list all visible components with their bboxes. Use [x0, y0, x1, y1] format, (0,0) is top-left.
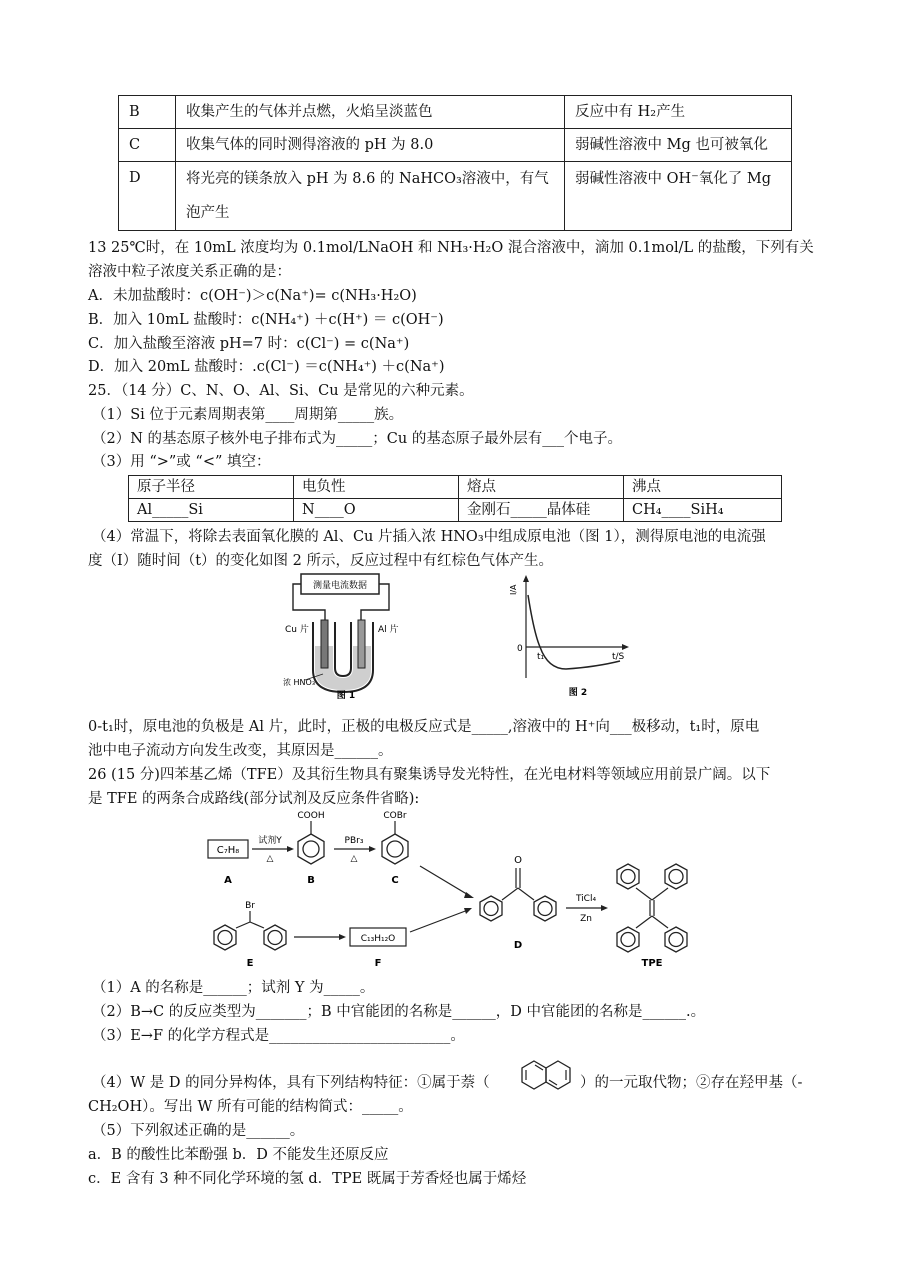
synthesis-scheme — [198, 808, 718, 968]
q26-options-cd: c．E 含有 3 种不同化学环境的氢 d．TPE 既属于芳香烃也属于烯烃 — [88, 1171, 527, 1187]
figure-2-curve — [508, 573, 638, 700]
table-row — [119, 96, 792, 129]
q26-options-ab: a．B 的酸性比苯酚强 b．D 不能发生还原反应 — [88, 1147, 389, 1163]
naphthalene-structure — [514, 1052, 578, 1098]
q26-stem: 是 TFE 的两条合成路线(部分试剂及反应条件省略): — [88, 791, 420, 807]
header-cell: 原子半径 — [129, 476, 294, 499]
benzene-ring — [534, 896, 556, 921]
table-cell: N____O — [294, 499, 459, 522]
figure-2-caption: 图 2 — [568, 688, 588, 698]
table-row — [119, 129, 792, 162]
compound-d-label: D — [513, 940, 523, 951]
cu-electrode — [321, 620, 328, 668]
row-label: C — [119, 129, 176, 162]
q26-part4: ）的一元取代物；②存在羟甲基（- — [580, 1075, 803, 1091]
figure-1-cell — [283, 570, 413, 700]
benzene-ring — [480, 896, 502, 921]
header-cell: 电负性 — [294, 476, 459, 499]
q13-option-a: A．未加盐酸时：c(OH⁻)＞c(Na⁺)= c(NH₃·H₂O) — [88, 288, 417, 304]
q26-part3: （3）E→F 的化学方程式是_________________________。 — [92, 1028, 465, 1044]
table-header-row — [129, 476, 782, 499]
origin-label: 0 — [517, 644, 523, 654]
figure-1-caption: 图 1 — [336, 691, 356, 700]
reagent-ticl4: TiCl₄ — [575, 894, 597, 904]
q13-option-d: D．加入 20mL 盐酸时：.c(Cl⁻) ＝c(NH₄⁺) ＋c(Na⁺) — [88, 359, 445, 375]
t1-label: t₁ — [537, 652, 545, 662]
q25-part4: 0-t₁时，原电池的负极是 Al 片，此时，正极的电极反应式是_____,溶液中的 H⁺向___极移动，t₁时，原电 — [88, 719, 760, 735]
compound-e-label: E — [246, 958, 254, 968]
benzene-ring — [665, 864, 687, 889]
q13-option-c: C．加入盐酸至溶液 pH=7 时：c(Cl⁻) = c(Na⁺) — [88, 336, 410, 352]
q25-part4: （4）常温下，将除去表面氧化膜的 Al、Cu 片插入浓 HNO₃中组成原电池（图 1），测得原电池的电流强 — [92, 529, 766, 545]
compound-c-label: C — [391, 875, 399, 886]
compound-a-label: A — [224, 875, 232, 886]
table-cell: Al_____Si — [129, 499, 294, 522]
table-cell: CH₄____SiH₄ — [624, 499, 782, 522]
q13-option-b: B．加入 10mL 盐酸时：c(NH₄⁺) ＋c(H⁺) ＝ c(OH⁻) — [88, 312, 444, 328]
table-row — [119, 162, 792, 231]
compound-a-formula: C₇H₈ — [216, 845, 240, 856]
compound-b-label: B — [307, 875, 315, 886]
al-label: Al 片 — [378, 625, 399, 635]
q26-part4: （4）W 是 D 的同分异构体，具有下列结构特征：①属于萘（ — [92, 1075, 490, 1091]
q26-part5: （5）下列叙述正确的是______。 — [92, 1123, 305, 1139]
q13-stem: 13 25℃时，在 10mL 浓度均为 0.1mol/LNaOH 和 NH₃·H₂O 混合溶液中，滴加 0.1mol/L 的盐酸，下列有关 — [88, 240, 814, 256]
conclusion-cell: 反应中有 H₂产生 — [565, 96, 792, 129]
operation-line: 将光亮的镁条放入 pH 为 8.6 的 NaHCO₃溶液中，有气 — [186, 171, 549, 187]
compound-b-group: COOH — [297, 811, 325, 821]
compound-c-group: COBr — [383, 811, 407, 821]
x-axis-label: t/S — [612, 652, 625, 662]
benzene-ring — [264, 925, 286, 950]
header-cell: 熔点 — [459, 476, 624, 499]
reagent-y: 试剂Y — [258, 836, 282, 846]
table-cell: 金刚石_____晶体硅 — [459, 499, 624, 522]
operation-cell: 收集气体的同时测得溶液的 pH 为 8.0 — [176, 129, 565, 162]
benzene-ring — [617, 927, 639, 952]
q25-part1: （1）Si 位于元素周期表第____周期第_____族。 — [92, 407, 404, 423]
operation-cell: 收集产生的气体并点燃，火焰呈淡蓝色 — [176, 96, 565, 129]
experiment-table — [118, 95, 792, 231]
acid-label: 浓 HNO₃ — [283, 678, 316, 687]
operation-line: 泡产生 — [186, 205, 230, 221]
q26-part1: （1）A 的名称是______；试剂 Y 为_____。 — [92, 980, 375, 996]
compound-f-label: F — [374, 958, 382, 968]
carbonyl-oxygen: O — [514, 855, 522, 866]
row-label: D — [119, 162, 176, 231]
benzene-ring — [617, 864, 639, 889]
q25-stem: 25．（14 分）C、N、O、Al、Si、Cu 是常见的六种元素。 — [88, 383, 474, 399]
row-label: B — [119, 96, 176, 129]
reagent-pbr3: PBr₃ — [344, 836, 364, 846]
benzene-ring — [665, 927, 687, 952]
q25-part4: 度（I）随时间（t）的变化如图 2 所示，反应过程中有红棕色气体产生。 — [88, 553, 553, 569]
q13-stem: 溶液中粒子浓度关系正确的是： — [88, 264, 291, 280]
q26-stem: 26 (15 分)四苯基乙烯（TFE）及其衍生物具有聚集诱导发光特性，在光电材料等领域应用前景广阔。以下 — [88, 767, 771, 783]
header-cell: 沸点 — [624, 476, 782, 499]
heat-symbol: △ — [266, 854, 274, 864]
heat-symbol: △ — [350, 854, 358, 864]
benzene-ring — [298, 834, 324, 864]
benzene-ring — [382, 834, 408, 864]
tpe-label: TPE — [641, 958, 663, 968]
conclusion-cell: 弱碱性溶液中 Mg 也可被氧化 — [565, 129, 792, 162]
q25-part3: （3）用 “>”或 “<” 填空： — [92, 454, 271, 470]
comparison-table — [128, 475, 782, 522]
q26-part4: CH₂OH）。写出 W 所有可能的结构简式：_____。 — [88, 1099, 413, 1115]
compound-f-formula: C₁₃H₁₂O — [360, 934, 396, 944]
cu-label: Cu 片 — [285, 625, 309, 635]
meter-box-label: 测量电流数据 — [312, 581, 368, 591]
y-axis-label: I/A — [509, 584, 518, 595]
q26-part2: （2）B→C 的反应类型为_______；B 中官能团的名称是______，D 中官能团的名称是______.。 — [92, 1004, 706, 1020]
q25-part4: 池中电子流动方向发生改变，其原因是______。 — [88, 743, 393, 759]
al-electrode — [358, 620, 365, 668]
reagent-zn: Zn — [580, 914, 592, 924]
conclusion-cell: 弱碱性溶液中 OH⁻氧化了 Mg — [565, 162, 792, 231]
benzene-ring — [214, 925, 236, 950]
table-row — [129, 499, 782, 522]
operation-cell — [176, 162, 565, 231]
q25-part2: （2）N 的基态原子核外电子排布式为_____；Cu 的基态原子最外层有___个电子。 — [92, 431, 623, 447]
compound-e-group: Br — [245, 901, 255, 911]
